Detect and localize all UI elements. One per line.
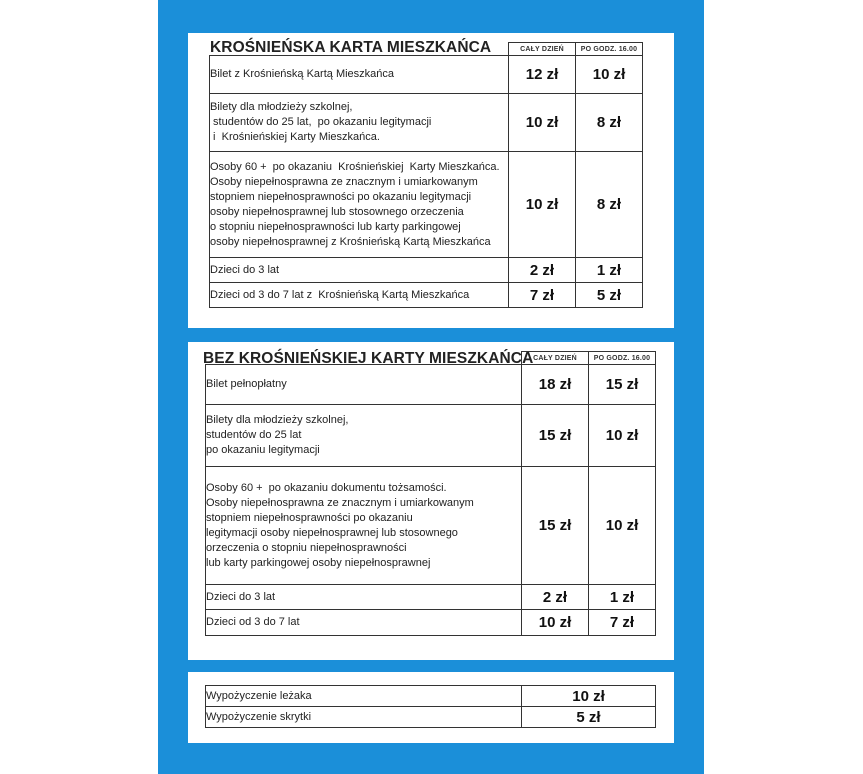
col-header-after-16: PO GODZ. 16.00	[589, 352, 656, 365]
price-all-day: 15 zł	[522, 467, 589, 585]
price-after-16: 8 zł	[576, 152, 643, 258]
price-all-day: 15 zł	[522, 405, 589, 467]
price-after-16: 15 zł	[589, 365, 656, 405]
price-all-day: 7 zł	[509, 283, 576, 308]
row-label: Dzieci do 3 lat	[206, 585, 522, 610]
table-row	[206, 405, 656, 467]
price-all-day: 18 zł	[522, 365, 589, 405]
header-spacer	[210, 43, 509, 56]
price-all-day: 2 zł	[522, 585, 589, 610]
col-header-all-day: CAŁY DZIEŃ	[522, 352, 589, 365]
price-after-16: 10 zł	[589, 467, 656, 585]
row-label: Bilet z Krośnieńską Kartą Mieszkańca	[210, 56, 509, 94]
row-label: Dzieci od 3 do 7 lat	[206, 610, 522, 636]
row-label: Dzieci do 3 lat	[210, 258, 509, 283]
price-all-day: 10 zł	[509, 152, 576, 258]
price-all-day: 2 zł	[509, 258, 576, 283]
price-after-16: 10 zł	[576, 56, 643, 94]
rental-price: 10 zł	[522, 686, 656, 707]
section-title-non-resident: BEZ KROŚNIEŃSKIEJ KARTY MIESZKAŃCA	[203, 350, 534, 367]
row-label: Bilet pełnopłatny	[206, 365, 522, 405]
price-all-day: 12 zł	[509, 56, 576, 94]
row-label: Wypożyczenie skrytki	[206, 707, 522, 728]
price-after-16: 10 zł	[589, 405, 656, 467]
table-row	[206, 707, 656, 728]
resident-card-price-panel	[188, 33, 674, 328]
price-after-16: 5 zł	[576, 283, 643, 308]
row-label: Dzieci od 3 do 7 lat z Krośnieńską Kartą Mieszkańca	[210, 283, 509, 308]
col-header-all-day: CAŁY DZIEŃ	[509, 43, 576, 56]
price-after-16: 7 zł	[589, 610, 656, 636]
price-all-day: 10 zł	[509, 94, 576, 152]
rental-price: 5 zł	[522, 707, 656, 728]
rentals-price-panel	[188, 672, 674, 743]
table-header-row	[210, 43, 643, 56]
price-after-16: 1 zł	[576, 258, 643, 283]
table-row	[206, 467, 656, 585]
row-label: Osoby 60 + po okazaniu Krośnieńskiej Karty Mieszkańca. Osoby niepełnosprawna ze znacznym i umiarkowanym stopniem niepełnosprawności po okazaniu legitymacji osoby niepełnosprawnej lub stosownego orzeczenia o stopniu niepełnosprawności lub karty parkingowej osoby niepełnosprawnej z Krośnieńską Kartą Mieszkańca	[210, 152, 509, 258]
table-row	[206, 365, 656, 405]
table-row	[210, 56, 643, 94]
price-all-day: 10 zł	[522, 610, 589, 636]
price-after-16: 1 zł	[589, 585, 656, 610]
row-label: Bilety dla młodzieży szkolnej, studentów do 25 lat po okazaniu legitymacji	[206, 405, 522, 467]
table-row	[210, 152, 643, 258]
row-label: Osoby 60 + po okazaniu dokumentu tożsamości. Osoby niepełnosprawna ze znacznym i umiarkowanym stopniem niepełnosprawności po okazaniu legitymacji osoby niepełnosprawnej lub stosownego orzeczenia o stopniu niepełnosprawności lub karty parkingowej osoby niepełnosprawnej	[206, 467, 522, 585]
non-resident-price-table	[205, 351, 656, 636]
section-title-resident: KROŚNIEŃSKA KARTA MIESZKAŃCA	[210, 39, 492, 56]
table-header-row	[206, 352, 656, 365]
table-row	[210, 283, 643, 308]
table-row	[210, 258, 643, 283]
col-header-after-16: PO GODZ. 16.00	[576, 43, 643, 56]
table-row	[206, 686, 656, 707]
row-label: Bilety dla młodzieży szkolnej, studentów do 25 lat, po okazaniu legitymacji i Krośnieńskiej Karty Mieszkańca.	[210, 94, 509, 152]
header-spacer	[206, 352, 522, 365]
rentals-price-table	[205, 685, 656, 728]
row-label: Wypożyczenie leżaka	[206, 686, 522, 707]
price-after-16: 8 zł	[576, 94, 643, 152]
resident-price-table	[209, 42, 643, 308]
table-row	[206, 610, 656, 636]
non-resident-price-panel	[188, 342, 674, 660]
table-row	[206, 585, 656, 610]
table-row	[210, 94, 643, 152]
